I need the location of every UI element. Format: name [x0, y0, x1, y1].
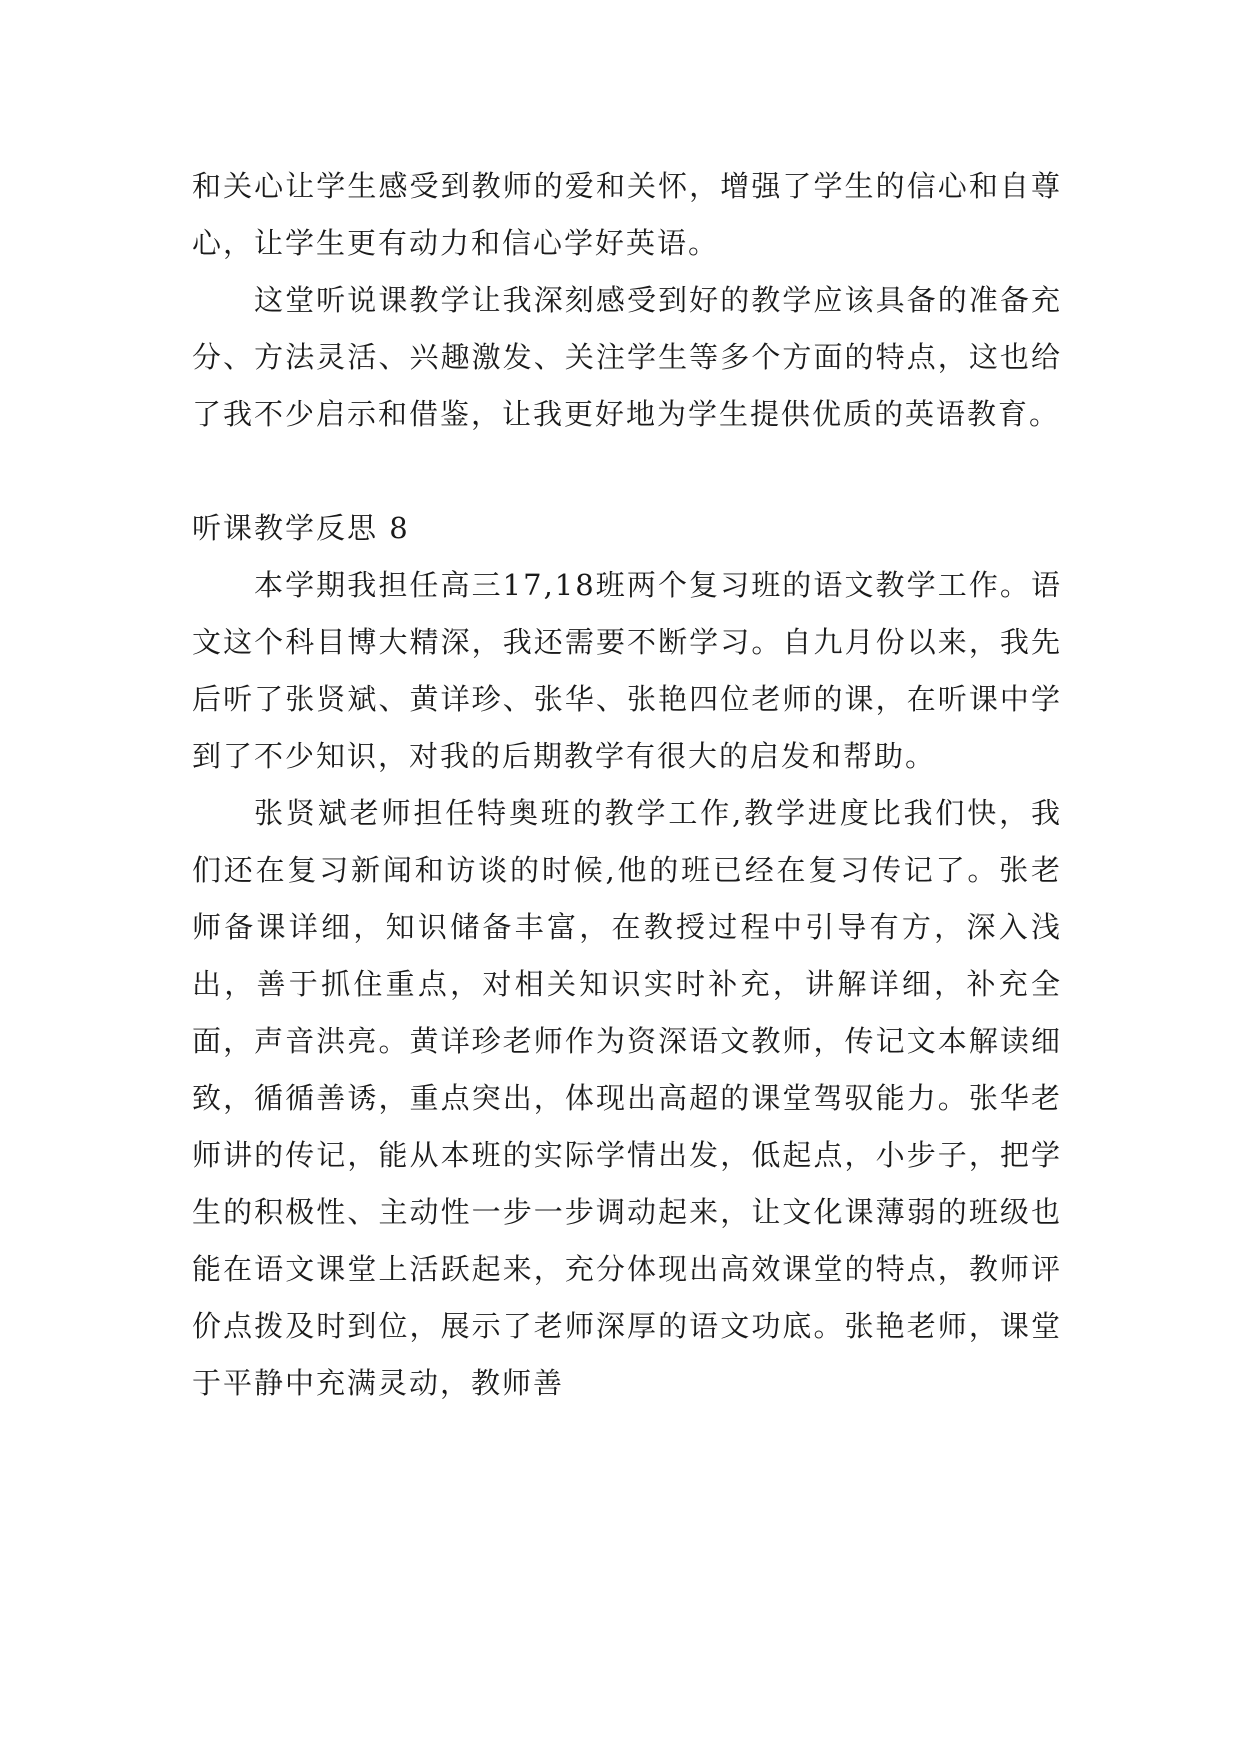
section-title: 听课教学反思 8: [192, 511, 410, 545]
paragraph-summary: 这堂听说课教学让我深刻感受到好的教学应该具备的准备充分、方法灵活、兴趣激发、关注学生等多个方面的特点，这也给了我不少启示和借鉴，让我更好地为学生提供优质的英语教育。: [192, 283, 1062, 431]
paragraph-continuation: 和关心让学生感受到教师的爱和关怀，增强了学生的信心和自尊心，让学生更有动力和信心学好英语。: [192, 169, 1062, 260]
paragraph-observations: 张贤斌老师担任特奥班的教学工作,教学进度比我们快，我们还在复习新闻和访谈的时候,他的班已经在复习传记了。张老师备课详细，知识储备丰富，在教授过程中引导有方，深入浅出，善于抓住重点，对相关知识实时补充，讲解详细，补充全面，声音洪亮。黄详珍老师作为资深语文教师，传记文本解读细致，循循善诱，重点突出，体现出高超的课堂驾驭能力。张华老师讲的传记，能从本班的实际学情出发，低起点，小步子，把学生的积极性、主动性一步一步调动起来，让文化课薄弱的班级也能在语文课堂上活跃起来，充分体现出高效课堂的特点，教师评价点拨及时到位，展示了老师深厚的语文功底。张艳老师，课堂于平静中充满灵动，教师善: [192, 796, 1062, 1400]
document-page: [192, 158, 1062, 1412]
paragraph-intro: 本学期我担任高三17,18班两个复习班的语文教学工作。语文这个科目博大精深，我还需要不断学习。自九月份以来，我先后听了张贤斌、黄详珍、张华、张艳四位老师的课，在听课中学到了不少知识，对我的后期教学有很大的启发和帮助。: [192, 568, 1062, 773]
